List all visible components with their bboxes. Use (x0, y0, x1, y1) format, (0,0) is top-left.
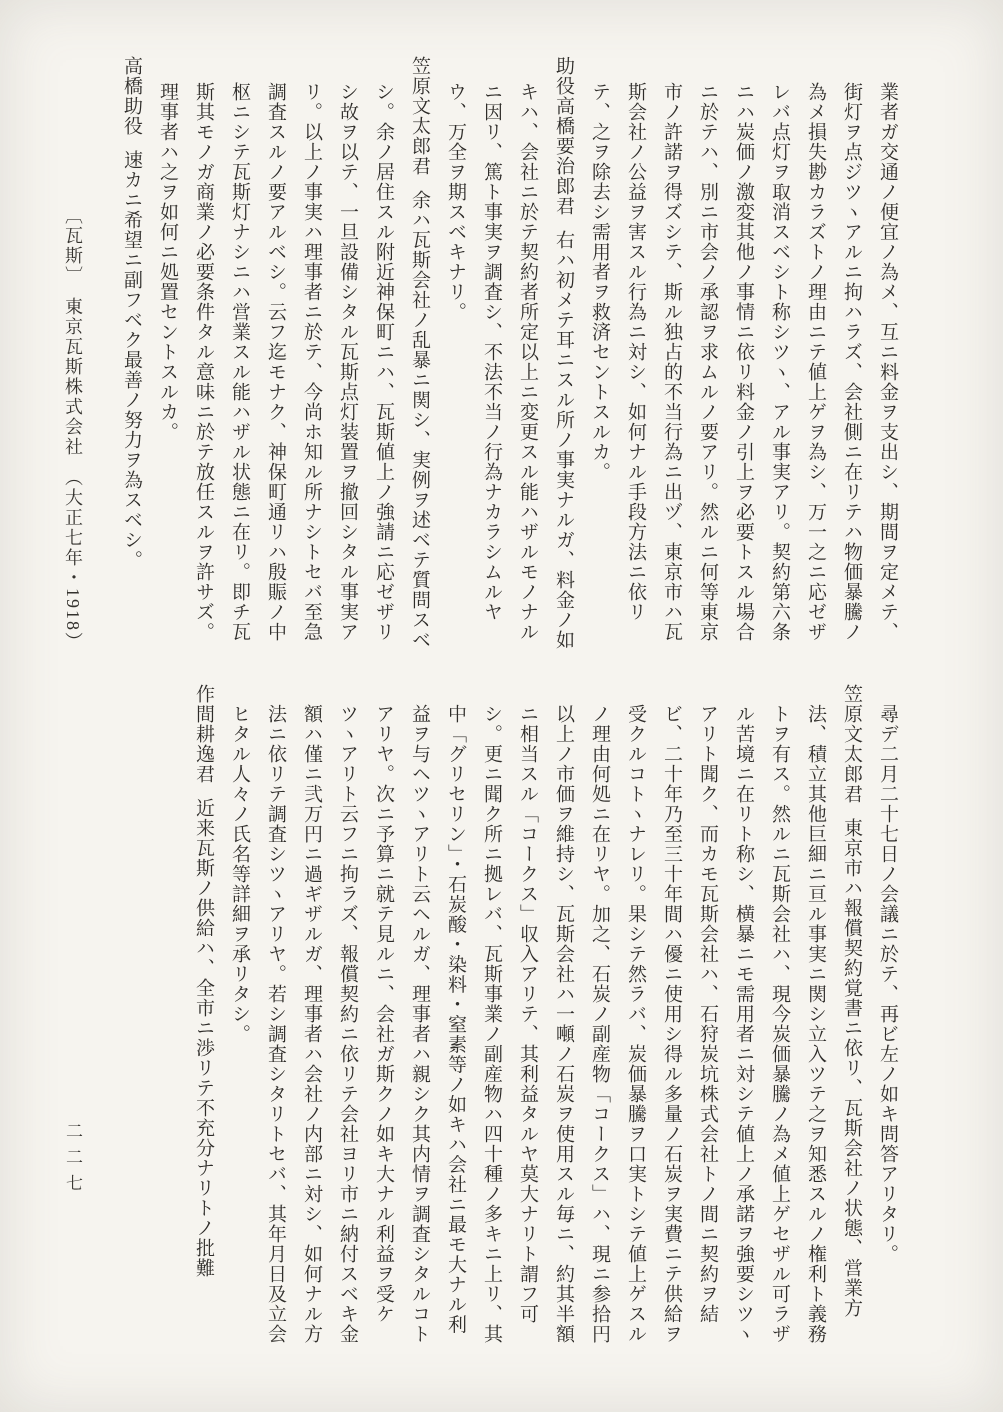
paragraph (221, 684, 869, 1346)
running-head: 〔瓦斯〕 東京瓦斯株式会社 （大正七年・1918） (63, 206, 83, 652)
paragraph-text: 業者ガ交通ノ便宜ノ為メ、互ニ料金ヲ支出シ、期間ヲ定メテ、街灯ヲ点ジツヽアルニ拘ハラズ、会社側ニ在リテハ物価暴騰ノ為メ損失尠カラズトノ理由ニテ値上ゲヲ為シ、万一之ニ応ゼザレバ点灯ヲ取消スベシト称シツヽ、アル事実アリ。契約第六条ニハ炭価ノ激変其他ノ事情ニ依リ料金ノ引上ヲ必要トスル場合ニ於テハ、別ニ市会ノ承認ヲ求ムルノ要アリ。然ルニ何等東京市ノ許諾ヲ得ズシテ、斯ル独占的不当行為ニ出ヅ、東京市ハ瓦斯会社ノ公益ヲ害スル行為ニ対シ、如何ナル手段方法ニ依リテ、之ヲ除去シ需用者ヲ救済セントスルカ。 (589, 82, 898, 642)
top-text-block (113, 56, 905, 660)
paragraph-text: 東京市ハ報償契約覚書ニ依リ、瓦斯会社ノ状態、営業方法、積立其他巨細ニ亘ル事実ニ関シ立入ツテ之ヲ知悉スルノ権利ト義務トヲ有ス。然ルニ瓦斯会社ハ、現今炭価暴騰ノ為メ値上ゲセザル可ラザル苦境ニ在リト称シ、横暴ニモ需用者ニ対シテ値上ノ承諾ヲ強要シツヽアリト聞ク、而カモ瓦斯会社ハ、石狩炭坑株式会社トノ間ニ契約ヲ結ビ、二十年乃至三十年間ハ優ニ使用シ得ル多量ノ石炭ヲ実費ニテ供給ヲ受クルコトヽナレリ。果シテ然ラバ、炭価暴騰ヲ口実トシテ値上ゲスルノ理由何処ニ在リヤ。加之、石炭ノ副産物「コークス」ハ、現ニ参拾円以上ノ市価ヲ維持シ、瓦斯会社ハ一噸ノ石炭ヲ使用スル毎ニ、約其半額ニ相当スル「コークス」収入アリテ、其利益タルヤ莫大ナリト謂フ可シ。更ニ聞ク所ニ拠レバ、瓦斯事業ノ副産物ハ四十種ノ多キニ上リ、其中「グリセリン」・石炭酸・染料・窒素等ノ如キハ会社ニ最モ大ナル利益ヲ与ヘツヽアリト云ヘルガ、理事者ハ親シク其内情ヲ調査シタルコトアリヤ。次ニ予算ニ就テ見ルニ、会社ガ斯クノ如キ大ナル利益ヲ受ケツヽアリト云フニ拘ラズ、報償契約ニ依リテ会社ヨリ市ニ納付スベキ金額ハ僅ニ弐万円ニ過ギザルガ、理事者ハ会社ノ内部ニ対シ、如何ナル方法ニ依リテ調査シツヽアリヤ。若シ調査シタリトセバ、其年月日及立会ヒタル人々ノ氏名等詳細ヲ承リタシ。 (229, 704, 862, 1344)
speaker-name: 作間耕逸君 (193, 684, 214, 784)
paragraph (437, 56, 581, 660)
paragraph-text: 右ハ初メテ耳ニスル所ノ事実ナルガ、料金ノ如キハ、会社ニ於テ契約者所定以上ニ変更スル能ハザルモノナルニ因リ、篤ト事実ヲ調査シ、不法不当ノ行為ナカラシムルヤウ、万全ヲ期スベキナリ。 (445, 82, 574, 650)
paragraph (185, 684, 221, 1346)
page-number: 二二七 (63, 1122, 82, 1200)
paragraph-text: 近来瓦斯ノ供給ハ、全市ニ渉リテ不充分ナリトノ批難 (193, 798, 214, 1278)
paragraph (869, 704, 905, 1346)
paragraph (149, 56, 437, 660)
speaker-name: 笠原文太郎君 (841, 684, 862, 804)
speaker-name: 高橋助役 (121, 56, 142, 136)
paragraph (581, 82, 905, 660)
speaker-name: 助役高橋要治郎君 (553, 56, 574, 216)
paragraph-text: 速カニ希望ニ副フベク最善ノ努力ヲ為スベシ。 (121, 150, 142, 570)
paragraph-text: 余ハ瓦斯会社ノ乱暴ニ関シ、実例ヲ述ベテ質問スベシ。余ノ居住スル附近神保町ニハ、瓦斯値上ノ強請ニ応ゼザリシ故ヲ以テ、一旦設備シタル瓦斯点灯装置ヲ撤回シタル事実アリ。以上ノ事実ハ理事者ニ於テ、今尚ホ知ル所ナシトセバ至急調査スルノ要アルベシ。云フ迄モナク、神保町通リハ殷賑ノ中枢ニシテ瓦斯灯ナシニハ営業スル能ハザル状態ニ在リ。即チ瓦斯其モノガ商業ノ必要条件タル意味ニ於テ放任スルヲ許サズ。理事者ハ之ヲ如何ニ処置セントスルカ。 (157, 82, 430, 650)
paragraph-text: 尋デ二月二十七日ノ会議ニ於テ、再ビ左ノ如キ問答アリタリ。 (877, 704, 898, 1264)
bottom-text-block (185, 684, 905, 1346)
paragraph (113, 56, 149, 660)
speaker-name: 笠原文太郎君 (409, 56, 430, 176)
